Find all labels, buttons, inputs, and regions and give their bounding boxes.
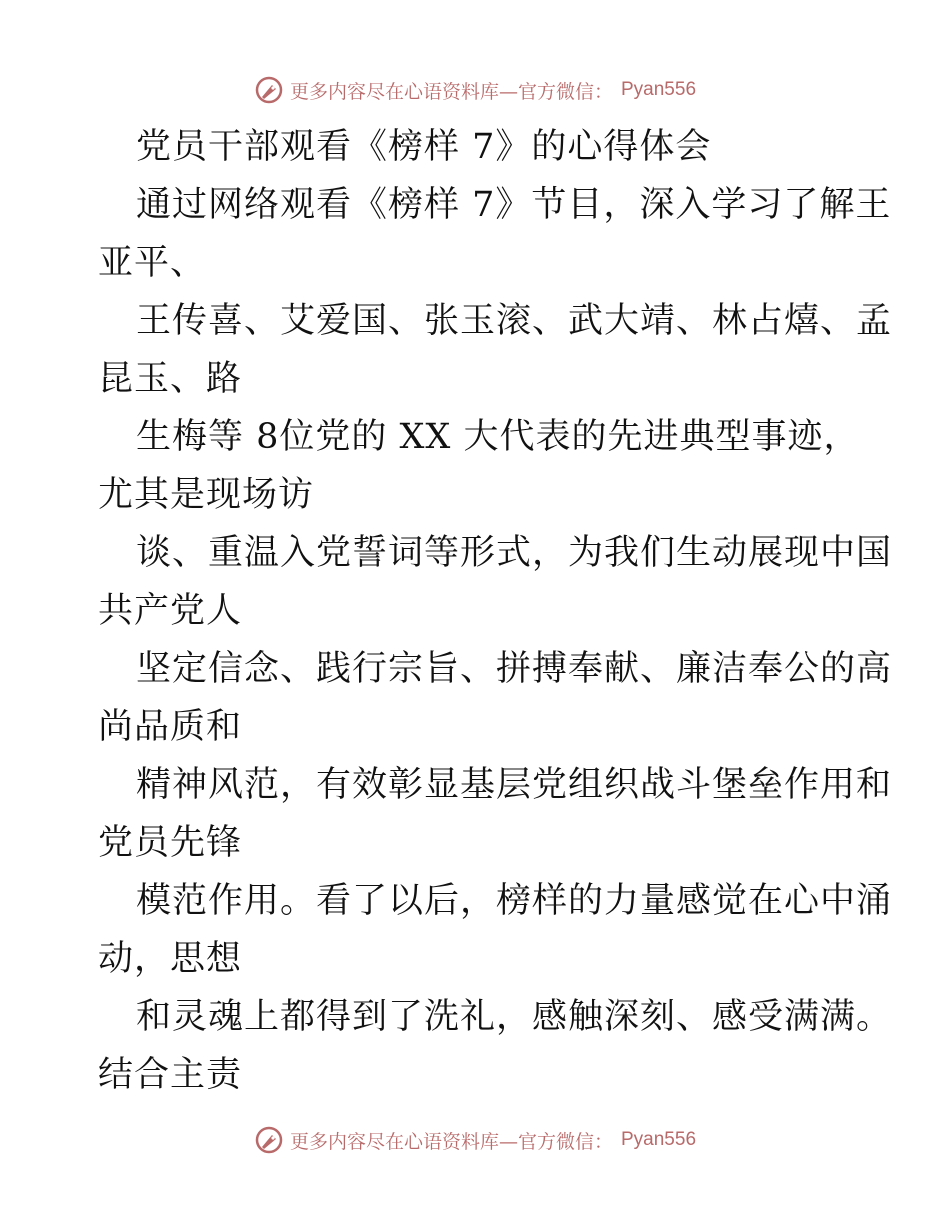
text-line: 党员先锋 — [98, 823, 243, 863]
text-line: 尤其是现场访 — [98, 475, 315, 515]
footer-brand-text: 更多内容尽在心语资料库—官方微信： — [289, 1130, 613, 1153]
header-brand-id: Pyan556 — [621, 79, 697, 100]
document-title: 党员干部观看《榜样 7》的心得体会 — [136, 127, 712, 167]
text-line: 谈、重温入党誓词等形式，为我们生动展现中国 — [136, 533, 893, 573]
pen-nib-logo-icon — [254, 75, 284, 105]
text-line: 结合主责 — [98, 1055, 243, 1095]
text-line: 共产党人 — [98, 591, 243, 631]
page-footer — [0, 1120, 950, 1160]
text-line: 动，思想 — [98, 939, 243, 979]
footer-brand-id: Pyan556 — [621, 1129, 697, 1150]
text-line: 王传喜、艾爱国、张玉滚、武大靖、林占熺、孟 — [136, 301, 893, 341]
text-line: 尚品质和 — [98, 707, 243, 747]
text-line: 精神风范，有效彰显基层党组织战斗堡垒作用和 — [136, 765, 893, 805]
text-line: 模范作用。看了以后，榜样的力量感觉在心中涌 — [136, 881, 893, 921]
text-line: 通过网络观看《榜样 7》节目，深入学习了解王 — [136, 185, 892, 225]
footer-watermark — [254, 1125, 696, 1155]
page-header — [0, 70, 950, 110]
header-watermark — [254, 75, 696, 105]
text-line: 生梅等 8位党的 XX 大代表的先进典型事迹， — [136, 417, 860, 457]
text-line: 亚平、 — [98, 243, 207, 283]
text-line: 坚定信念、践行宗旨、拼搏奉献、廉洁奉公的高 — [136, 649, 893, 689]
document-body — [98, 118, 893, 1104]
header-brand-text: 更多内容尽在心语资料库—官方微信： — [289, 80, 613, 103]
text-line: 昆玉、路 — [98, 359, 243, 399]
pen-nib-logo-icon — [254, 1125, 284, 1155]
text-line: 和灵魂上都得到了洗礼，感触深刻、感受满满。 — [136, 997, 893, 1037]
